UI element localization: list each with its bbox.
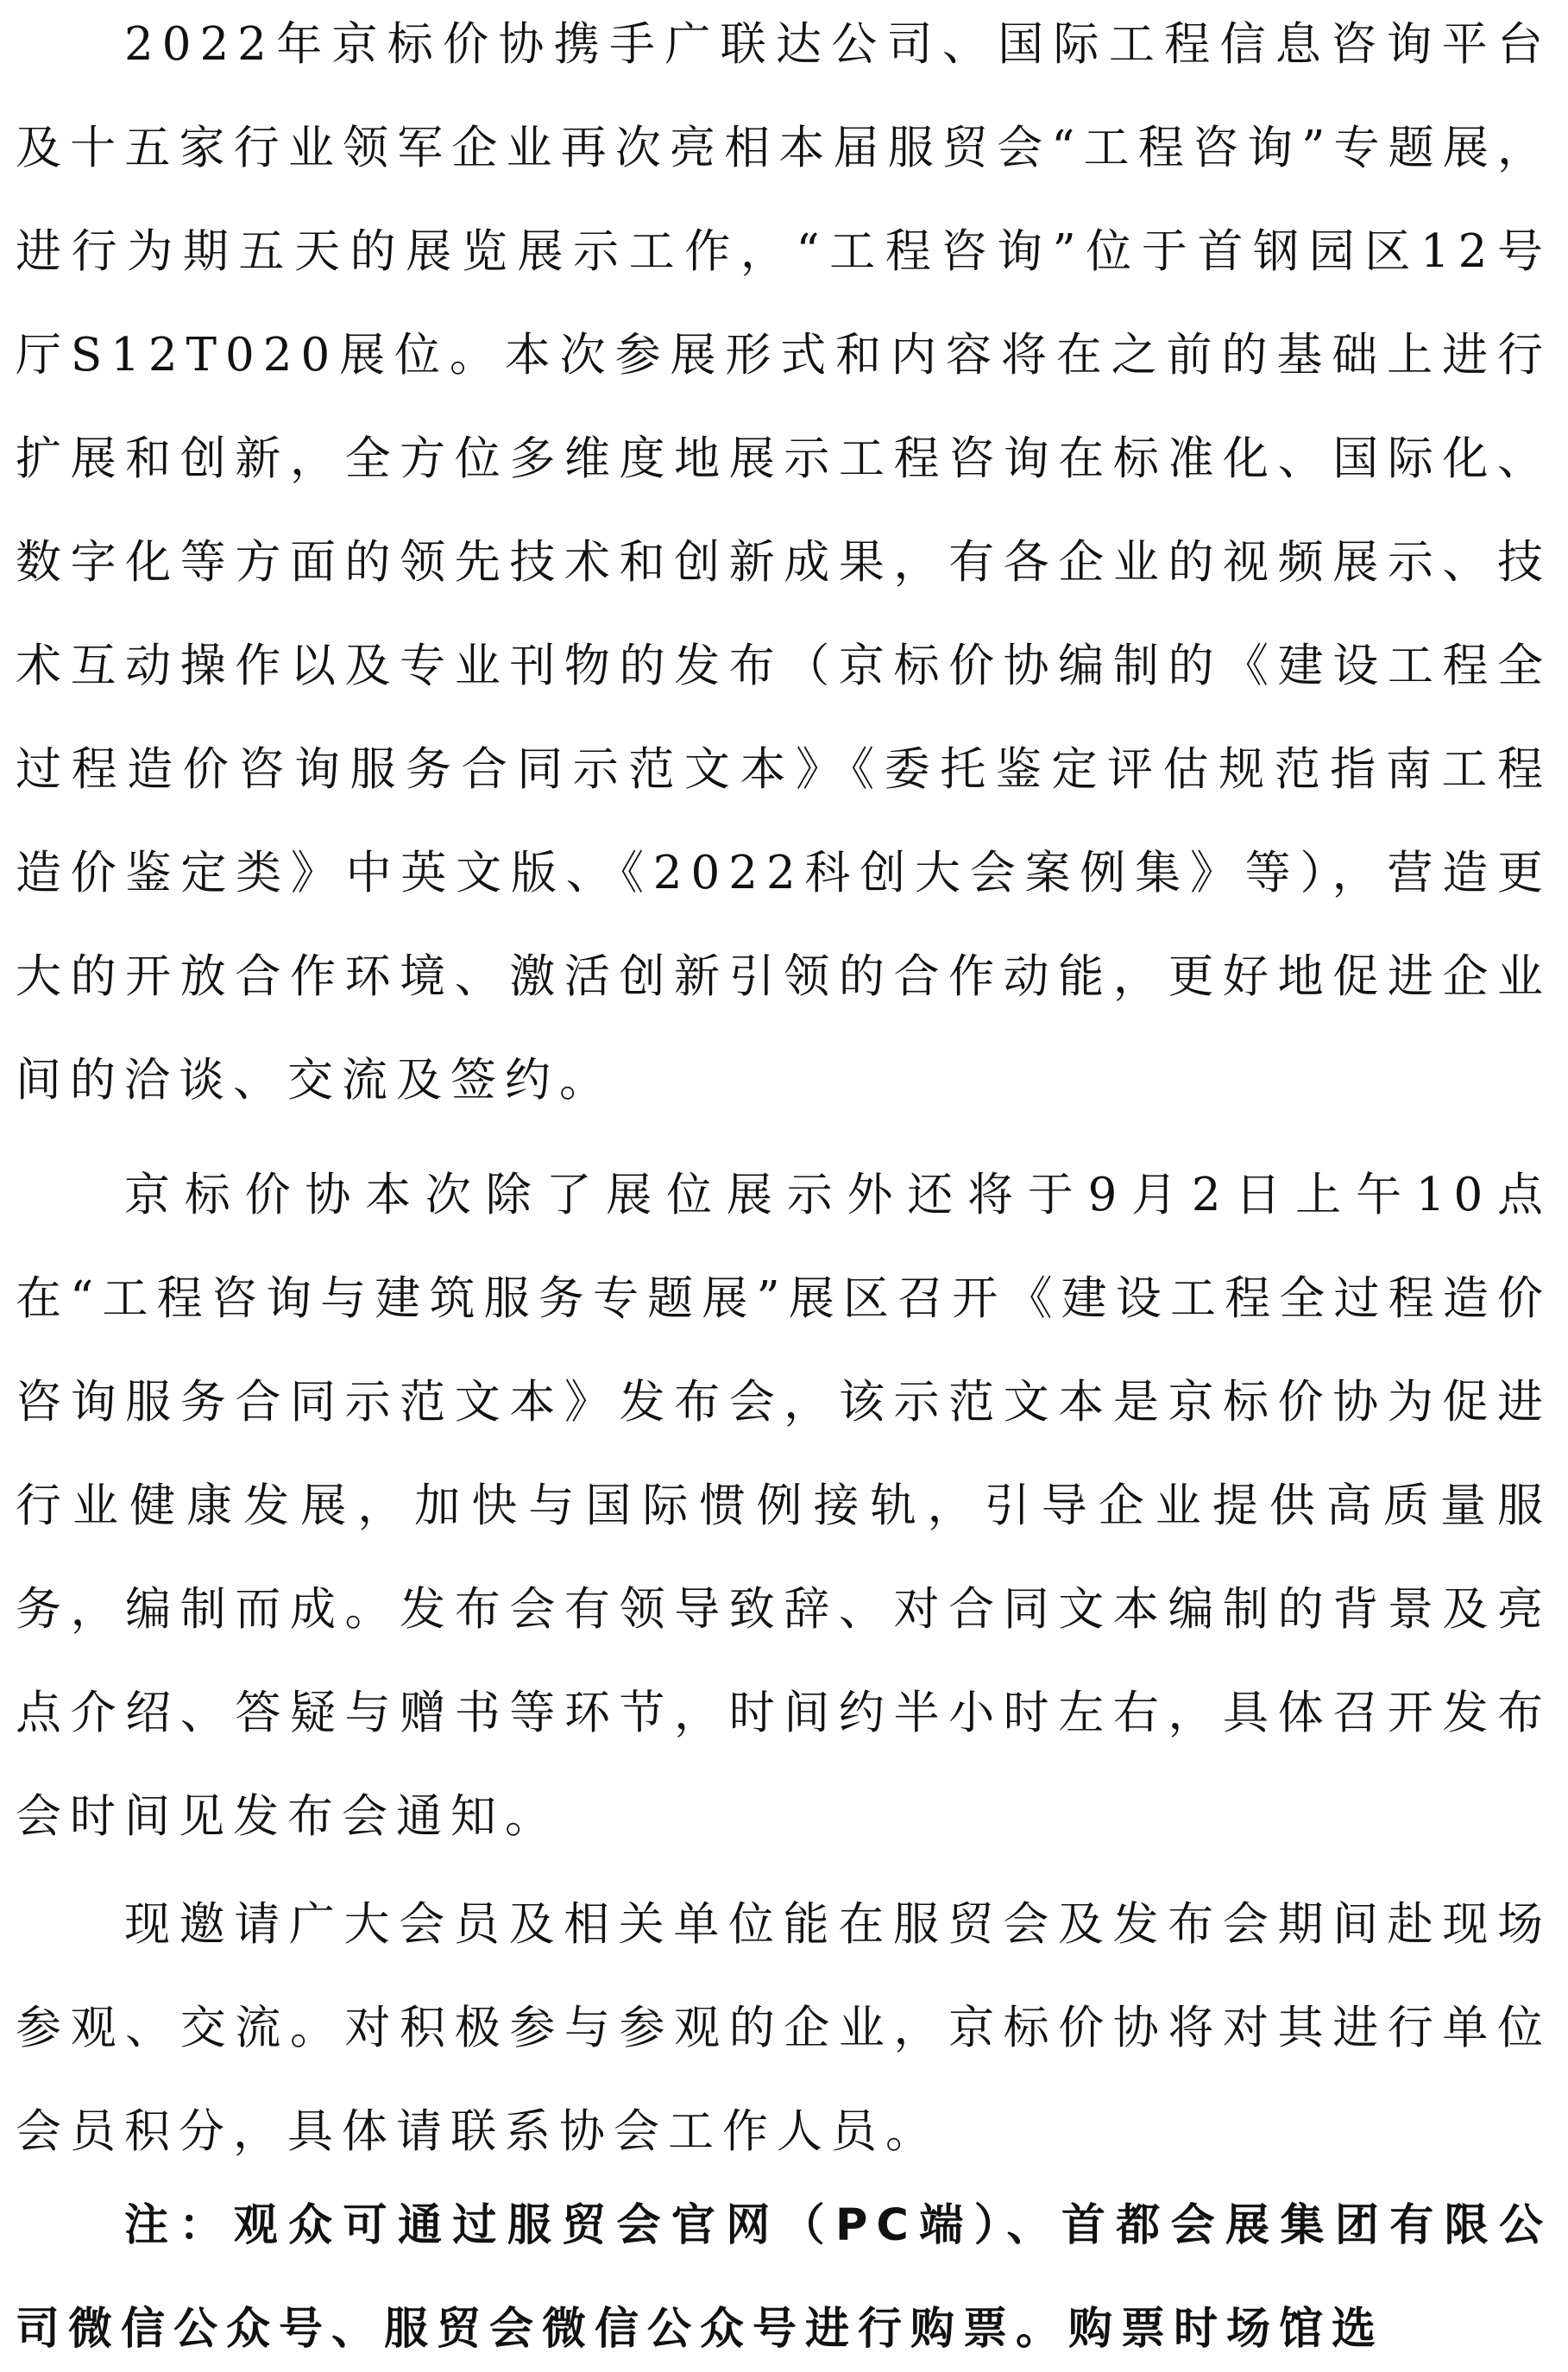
paragraph-launch-event: 京标价协本次除了展位展示外还将于9月2日上午10点在“工程咨询与建筑服务专题展”展区召开《建设工程全过程造价咨询服务合同示范文本》发布会，该示范文本是京标价协为促进行业健康发展，加快与国际惯例接轨，引导企业提供高质量服务，编制而成。发布会有领导致辞、对合同文本编制的背景及亮点介绍、答疑与赠书等环节，时间约半小时左右，具体召开发布会时间见发布会通知。 [16,1169,1552,1843]
ticket-note: 注：观众可通过服贸会官网（PC端）、首都会展集团有限公司微信公众号、服贸会微信公众号进行购票。购票时场馆选 [16,2200,1552,2355]
paragraph-invitation: 现邀请广大会员及相关单位能在服贸会及发布会期间赴现场参观、交流。对积极参与参观的企业，京标价协将对其进行单位会员积分，具体请联系协会工作人员。 [16,1898,1552,2158]
paragraph-exhibition-intro: 2022年京标价协携手广联达公司、国际工程信息咨询平台及十五家行业领军企业再次亮相本届服贸会“工程咨询”专题展，进行为期五天的展览展示工作，“工程咨询”位于首钢园区12号厅S12T020展位。本次参展形式和内容将在之前的基础上进行扩展和创新，全方位多维度地展示工程咨询在标准化、国际化、数字化等方面的领先技术和创新成果，有各企业的视频展示、技术互动操作以及专业刊物的发布（京标价协编制的《建设工程全过程造价咨询服务合同示范文本》《委托鉴定评估规范指南工程造价鉴定类》中英文版、《2022科创大会案例集》等），营造更大的开放合作环境、激活创新引领的合作动能，更好地促进企业间的洽谈、交流及签约。 [16,18,1552,1107]
